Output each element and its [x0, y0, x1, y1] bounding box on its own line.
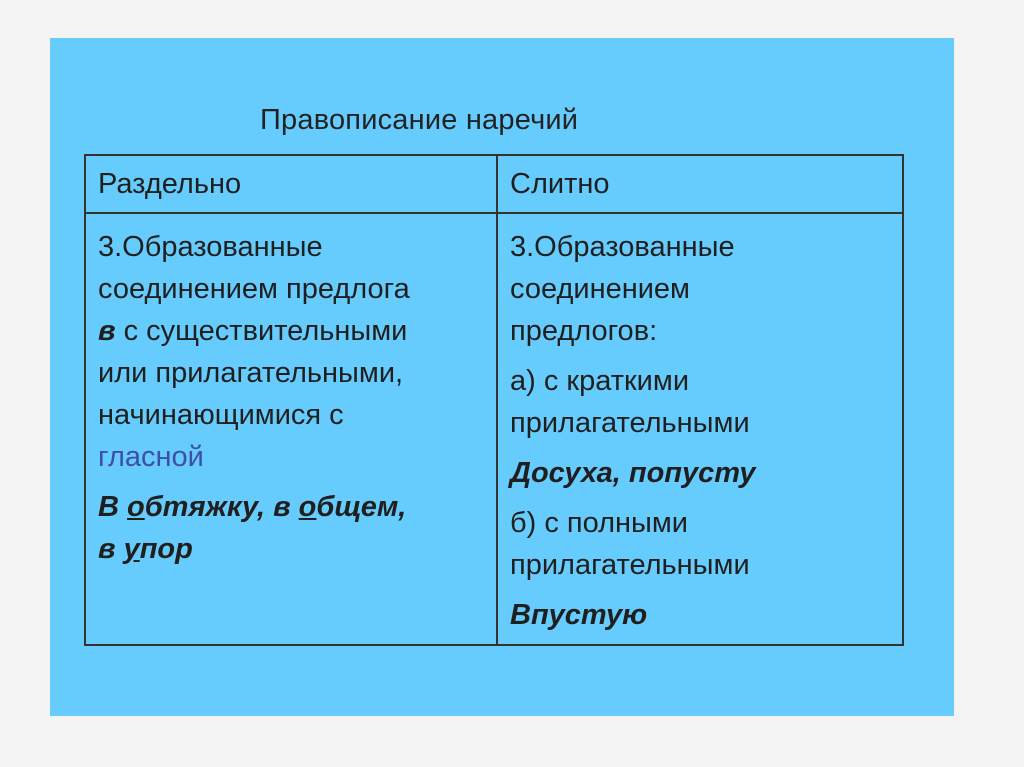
- rule-line: 3.Образованные: [510, 231, 735, 263]
- adverb-spelling-table: [84, 154, 904, 646]
- slide-title: Правописание наречий: [260, 104, 579, 136]
- example-underlined: у: [123, 533, 140, 565]
- examples-left: [98, 486, 486, 570]
- rule-line: прилагательными: [510, 549, 750, 581]
- rule-line: прилагательными: [510, 407, 750, 439]
- rule-line: соединением предлога: [98, 273, 410, 305]
- header-separate: Раздельно: [85, 155, 497, 213]
- rule-line: предлогов:: [510, 315, 658, 347]
- rule-line: а) с краткими: [510, 365, 690, 397]
- example-text: пор: [139, 533, 193, 565]
- subrule-b: [510, 502, 892, 586]
- subrule-a: [510, 360, 892, 444]
- header-joined: Слитно: [497, 155, 903, 213]
- table-header-row: [85, 155, 903, 213]
- table-row: [85, 213, 903, 645]
- rule-line: начинающимися с: [98, 399, 344, 431]
- rule-line: с существительными: [115, 315, 408, 347]
- example-text: бтяжку, в: [144, 491, 299, 523]
- example-underlined: о: [298, 491, 317, 523]
- rule-line: 3.Образованные: [98, 231, 323, 263]
- example-a: Досуха, попусту: [510, 457, 756, 489]
- example-text: В: [98, 491, 127, 523]
- example-text: бщем,: [316, 491, 407, 523]
- example-text: в: [98, 533, 124, 565]
- rule-line: б) с полными: [510, 507, 688, 539]
- vowel-word: гласной: [98, 441, 204, 473]
- example-b: Впустую: [510, 599, 648, 631]
- cell-joined-rule: [497, 213, 903, 645]
- rule-text-right: [510, 226, 892, 352]
- example-underlined: о: [127, 491, 145, 523]
- rule-line: или прилагательными,: [98, 357, 404, 389]
- preposition-letter: в: [98, 315, 116, 347]
- cell-separate-rule: [85, 213, 497, 645]
- rule-text-left: [98, 226, 486, 478]
- rule-line: соединением: [510, 273, 690, 305]
